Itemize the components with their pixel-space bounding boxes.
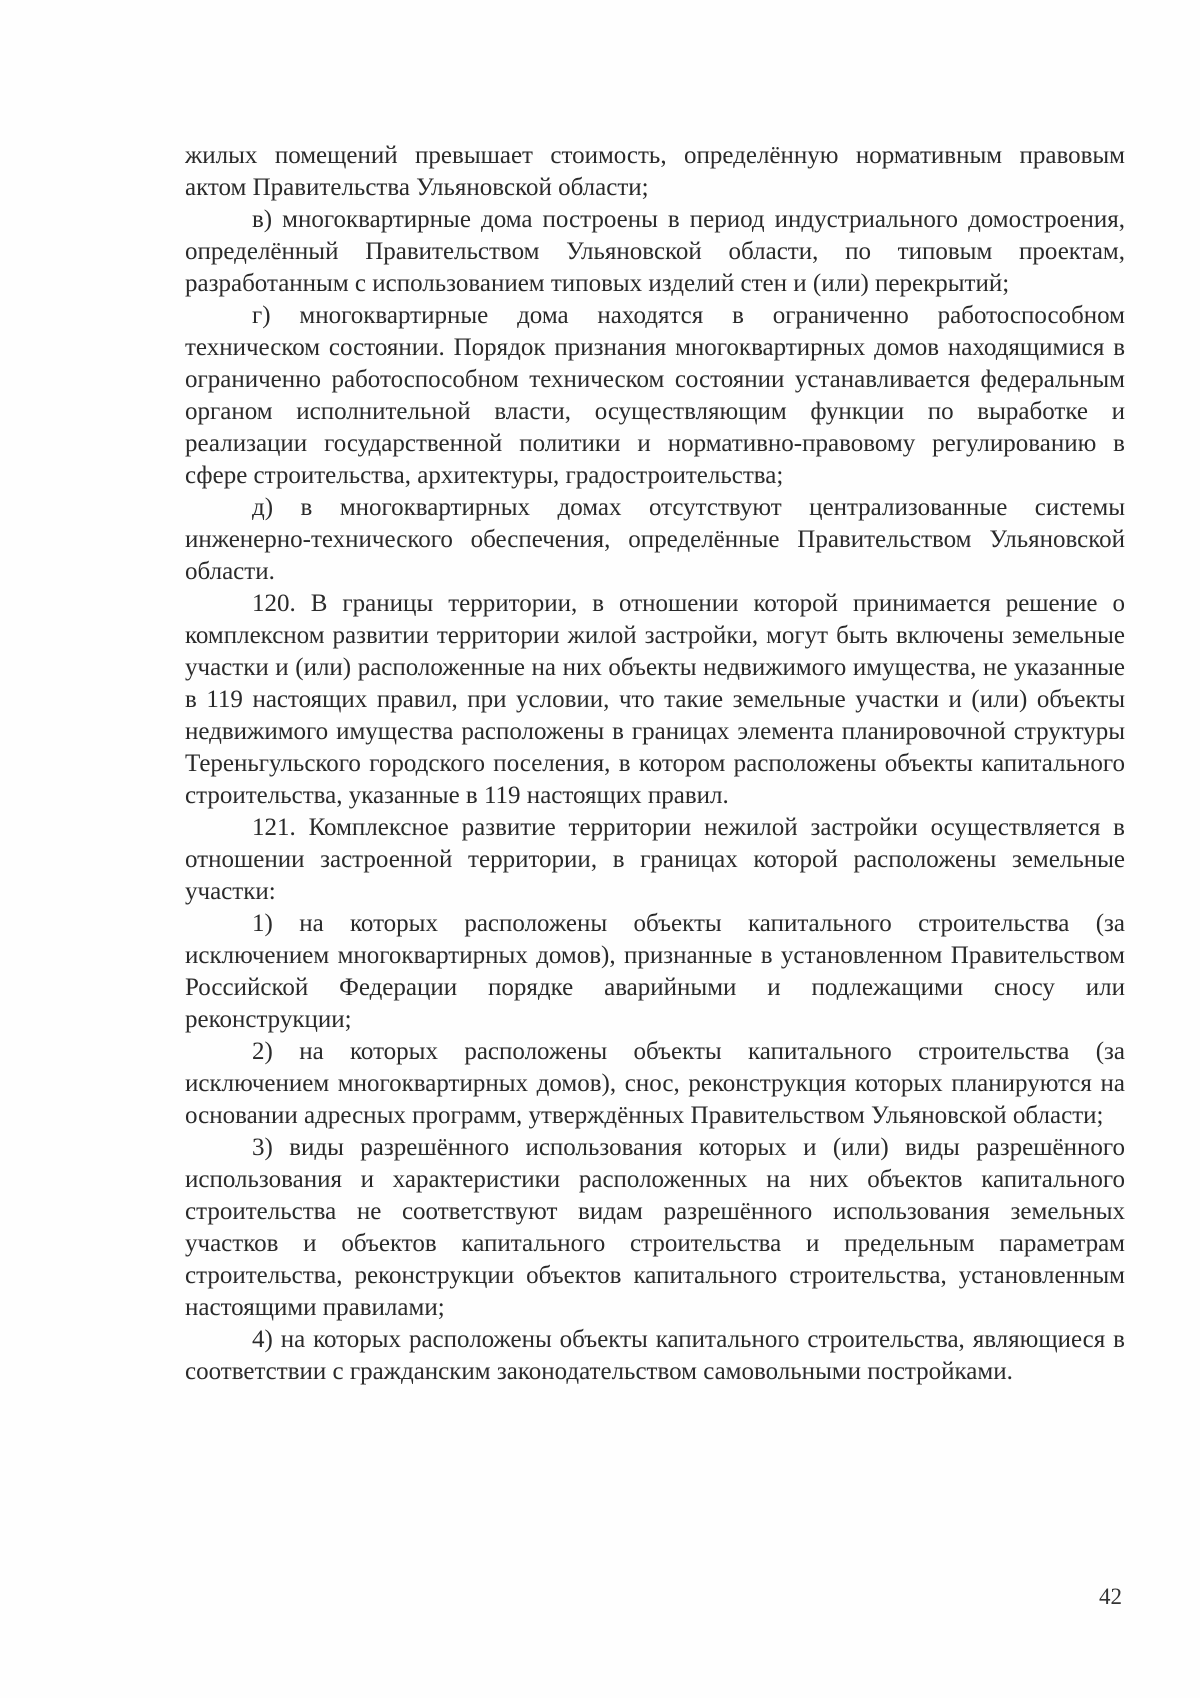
paragraph-item-4: 4) на которых расположены объекты капитального строительства, являющиеся в соответствии с гражданским законодательством самовольными постройками.: [185, 1326, 1125, 1385]
paragraph-item-v: в) многоквартирные дома построены в период индустриального домостроения, определённый Правительством Ульяновской области, по типовым проектам, разработанным с использованием типовых изделий стен и (или) перекрытий;: [185, 206, 1125, 297]
paragraph-item-3: 3) виды разрешённого использования которых и (или) виды разрешённого использования и характеристики расположенных на них объектов капитального строительства не соответствуют видам разрешённого использования земельных участков и объектов капитального строительства и предельным параметрам строительства, реконструкции объектов капитального строительства, установленным настоящими правилами;: [185, 1134, 1125, 1321]
paragraph-item-g: г) многоквартирные дома находятся в ограниченно работоспособном техническом состоянии. Порядок признания многоквартирных домов находящимися в ограниченно работоспособном техническом состоянии устанавливается федеральным органом исполнительной власти, осуществляющим функции по выработке и реализации государственной политики и нормативно-правовому регулированию в сфере строительства, архитектуры, градостроительства;: [185, 302, 1125, 489]
paragraph-item-d: д) в многоквартирных домах отсутствуют централизованные системы инженерно-технического обеспечения, определённые Правительством Ульяновской области.: [185, 494, 1125, 585]
paragraph-120: 120. В границы территории, в отношении которой принимается решение о комплексном развитии территории жилой застройки, могут быть включены земельные участки и (или) расположенные на них объекты недвижимого имущества, не указанные в 119 настоящих правил, при условии, что такие земельные участки и (или) объекты недвижимого имущества расположены в границах элемента планировочной структуры Тереньгульского городского поселения, в котором расположены объекты капитального строительства, указанные в 119 настоящих правил.: [185, 590, 1125, 809]
paragraph-continuation: жилых помещений превышает стоимость, определённую нормативным правовым актом Правительства Ульяновской области;: [185, 142, 1125, 201]
document-body: [185, 140, 1125, 1388]
paragraph-item-2: 2) на которых расположены объекты капитального строительства (за исключением многоквартирных домов), снос, реконструкция которых планируются на основании адресных программ, утверждённых Правительством Ульяновской области;: [185, 1038, 1125, 1129]
page-number: 42: [1099, 1584, 1122, 1609]
paragraph-item-1: 1) на которых расположены объекты капитального строительства (за исключением многоквартирных домов), признанные в установленном Правительством Российской Федерации порядке аварийными и подлежащими сносу или реконструкции;: [185, 910, 1125, 1033]
paragraph-121: 121. Комплексное развитие территории нежилой застройки осуществляется в отношении застроенной территории, в границах которой расположены земельные участки:: [185, 814, 1125, 905]
